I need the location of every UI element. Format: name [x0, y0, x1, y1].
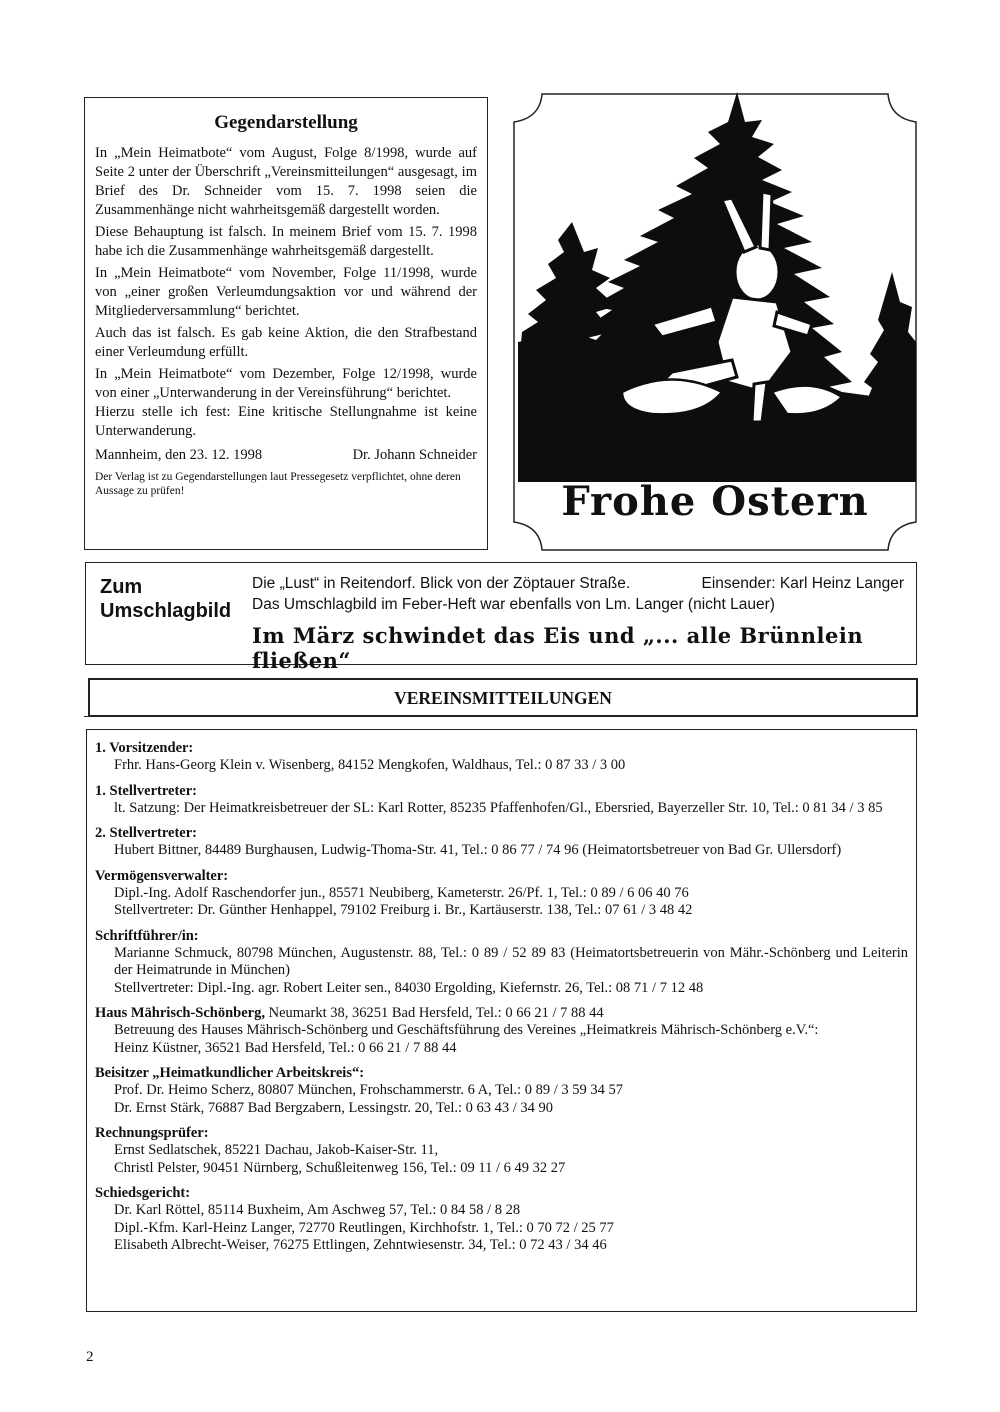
gd-paragraph: Diese Behauptung ist falsch. In meinem Brief vom 15. 7. 1998 habe ich die Zusammenhänge wahrheitsgemäß dargestellt.	[95, 224, 477, 259]
gd-paragraph: In „Mein Heimatbote“ vom Dezember, Folge 12/1998, wurde von einer „Unterwanderung in der Vereinsführung“ berichtet.	[95, 366, 477, 401]
cover-note: Das Umschlagbild im Feber-Heft war ebenfalls von Lm. Langer (nicht Lauer)	[252, 596, 775, 613]
gd-paragraph: In „Mein Heimatbote“ vom August, Folge 8/1998, wurde auf Seite 2 unter der Überschrift „Vereinsmitteilungen“ ausgesagt, im Brief des Dr. Schneider vom 15. 7. 1998 seien die Zusammenhänge nicht wahrheitsgemäß dargestellt worden.	[95, 145, 477, 218]
role-title: Beisitzer „Heimatkundlicher Arbeitskreis“:	[95, 1065, 365, 1081]
gd-paragraph: Hierzu stelle ich fest: Eine kritische Stellungnahme ist keine Unterwanderung.	[95, 404, 477, 439]
gegendarstellung-box	[84, 97, 488, 550]
role-entry: Stellvertreter: Dr. Günther Henhappel, 79102 Freiburg i. Br., Kartäuserstr. 138, Tel.: 07 61 / 3 48 42	[114, 902, 693, 918]
section-title: VEREINSMITTEILUNGEN	[88, 678, 918, 716]
cover-heading-line1: Zum	[100, 576, 143, 598]
role-entry: lt. Satzung: Der Heimatkreisbetreuer der SL: Karl Rotter, 85235 Pfaffenhofen/Gl., Ebersried, Bayerzeller Str. 10, Tel.: 0 81 34 / 3 85	[114, 799, 883, 816]
list-item	[95, 783, 908, 818]
list-item	[95, 1185, 908, 1255]
role-title: Schiedsgericht:	[95, 1185, 191, 1201]
role-title: 2. Stellvertreter:	[95, 825, 197, 841]
role-entry: Ernst Sedlatschek, 85221 Dachau, Jakob-Kaiser-Str. 11,	[114, 1142, 439, 1158]
role-entry: Betreuung des Hauses Mährisch-Schönberg und Geschäftsführung des Vereines „Heimatkreis Mährisch-Schönberg e.V.“:	[114, 1022, 819, 1038]
cover-heading-line2: Umschlagbild	[100, 600, 232, 622]
gd-paragraph: In „Mein Heimatbote“ vom November, Folge 11/1998, wurde von „einer großen Verleumdungsaktion vor und während der Mitgliederversammlung“ berichtet.	[95, 265, 477, 319]
list-item	[95, 740, 908, 775]
easter-greeting: Frohe Ostern	[561, 478, 869, 525]
role-entry: Marianne Schmuck, 80798 München, Augustenstr. 88, Tel.: 0 89 / 52 89 83 (Heimatortsbetreuerin von Mähr.-Schönberg und Leiterin der Heimatrunde in München)	[114, 944, 908, 978]
cover-motto: Im März schwindet das Eis und „... alle Brünnlein fließen“	[252, 623, 864, 673]
role-entry: Frhr. Hans-Georg Klein v. Wisenberg, 84152 Mengkofen, Waldhaus, Tel.: 0 87 33 / 3 00	[114, 757, 626, 773]
list-item	[95, 928, 908, 998]
cover-heading	[100, 575, 231, 623]
gd-signature: Dr. Johann Schneider	[352, 447, 477, 463]
role-title: 1. Vorsitzender:	[95, 740, 194, 756]
list-item	[95, 868, 908, 920]
role-entry: Dr. Karl Röttel, 85114 Buxheim, Am Aschweg 57, Tel.: 0 84 58 / 8 28	[114, 1202, 521, 1218]
list-item	[95, 1005, 908, 1057]
cover-image-box	[85, 562, 917, 673]
gd-paragraph: Auch das ist falsch. Es gab keine Aktion, die den Strafbestand einer Verleumdung erfüllt.	[95, 325, 477, 360]
list-item	[95, 1125, 908, 1177]
page-number: 2	[86, 1349, 94, 1365]
role-entry: Dipl.-Ing. Adolf Raschendorfer jun., 85571 Neubiberg, Kameterstr. 26/Pf. 1, Tel.: 0 89 / 6 06 40 76	[114, 884, 689, 901]
role-entry: Elisabeth Albrecht-Weiser, 76275 Ettlingen, Zehntwiesenstr. 34, Tel.: 0 72 43 / 34 46	[114, 1237, 607, 1253]
role-title: Vermögensverwalter:	[95, 867, 229, 884]
gegendarstellung-title: Gegendarstellung	[214, 112, 358, 133]
members-list	[86, 729, 917, 1312]
role-title: Schriftführer/in:	[95, 927, 199, 944]
gd-place-date: Mannheim, den 23. 12. 1998	[95, 447, 263, 463]
divider	[84, 716, 918, 717]
list-item	[95, 1065, 908, 1117]
role-title: Rechnungsprüfer:	[95, 1125, 209, 1141]
role-entry: Dr. Ernst Stärk, 76887 Bad Bergzabern, Lessingstr. 20, Tel.: 0 63 43 / 34 90	[114, 1099, 554, 1116]
cover-sender: Einsender: Karl Heinz Langer	[701, 575, 904, 592]
role-title-rest: Neumarkt 38, 36251 Bad Hersfeld, Tel.: 0 66 21 / 7 88 44	[265, 1005, 604, 1021]
role-entry: Prof. Dr. Heimo Scherz, 80807 München, Frohschammerstr. 6 A, Tel.: 0 89 / 3 59 34 57	[114, 1082, 623, 1098]
role-title: Haus Mährisch-Schönberg,	[95, 1005, 265, 1021]
list-item	[95, 825, 908, 860]
role-entry: Dipl.-Kfm. Karl-Heinz Langer, 72770 Reutlingen, Kirchhofstr. 1, Tel.: 0 70 72 / 25 77	[114, 1219, 614, 1236]
cover-caption: Die „Lust“ in Reitendorf. Blick von der Zöptauer Straße.	[252, 575, 631, 592]
role-entry: Christl Pelster, 90451 Nürnberg, Schußleitenweg 156, Tel.: 09 11 / 6 49 32 27	[114, 1159, 566, 1176]
role-title-row	[95, 1005, 908, 1022]
role-entry: Heinz Küstner, 36521 Bad Hersfeld, Tel.: 0 66 21 / 7 88 44	[114, 1039, 457, 1056]
gd-signature-line	[95, 447, 477, 464]
role-entry: Stellvertreter: Dipl.-Ing. agr. Robert Leiter sen., 84030 Ergolding, Kiefernstr. 26, Tel.: 08 71 / 7 12 48	[114, 979, 704, 996]
role-entry: Hubert Bittner, 84489 Burghausen, Ludwig-Thoma-Str. 41, Tel.: 0 86 77 / 74 96 (Heimatortsbetreuer von Bad Gr. Ullersdorf)	[114, 842, 842, 858]
tree-silhouette-icon	[518, 92, 916, 482]
role-title: 1. Stellvertreter:	[95, 782, 197, 799]
gd-publisher-note: Der Verlag ist zu Gegendarstellungen laut Pressegesetz verpflichtet, ohne deren Aussage zu prüfen!	[95, 471, 461, 497]
